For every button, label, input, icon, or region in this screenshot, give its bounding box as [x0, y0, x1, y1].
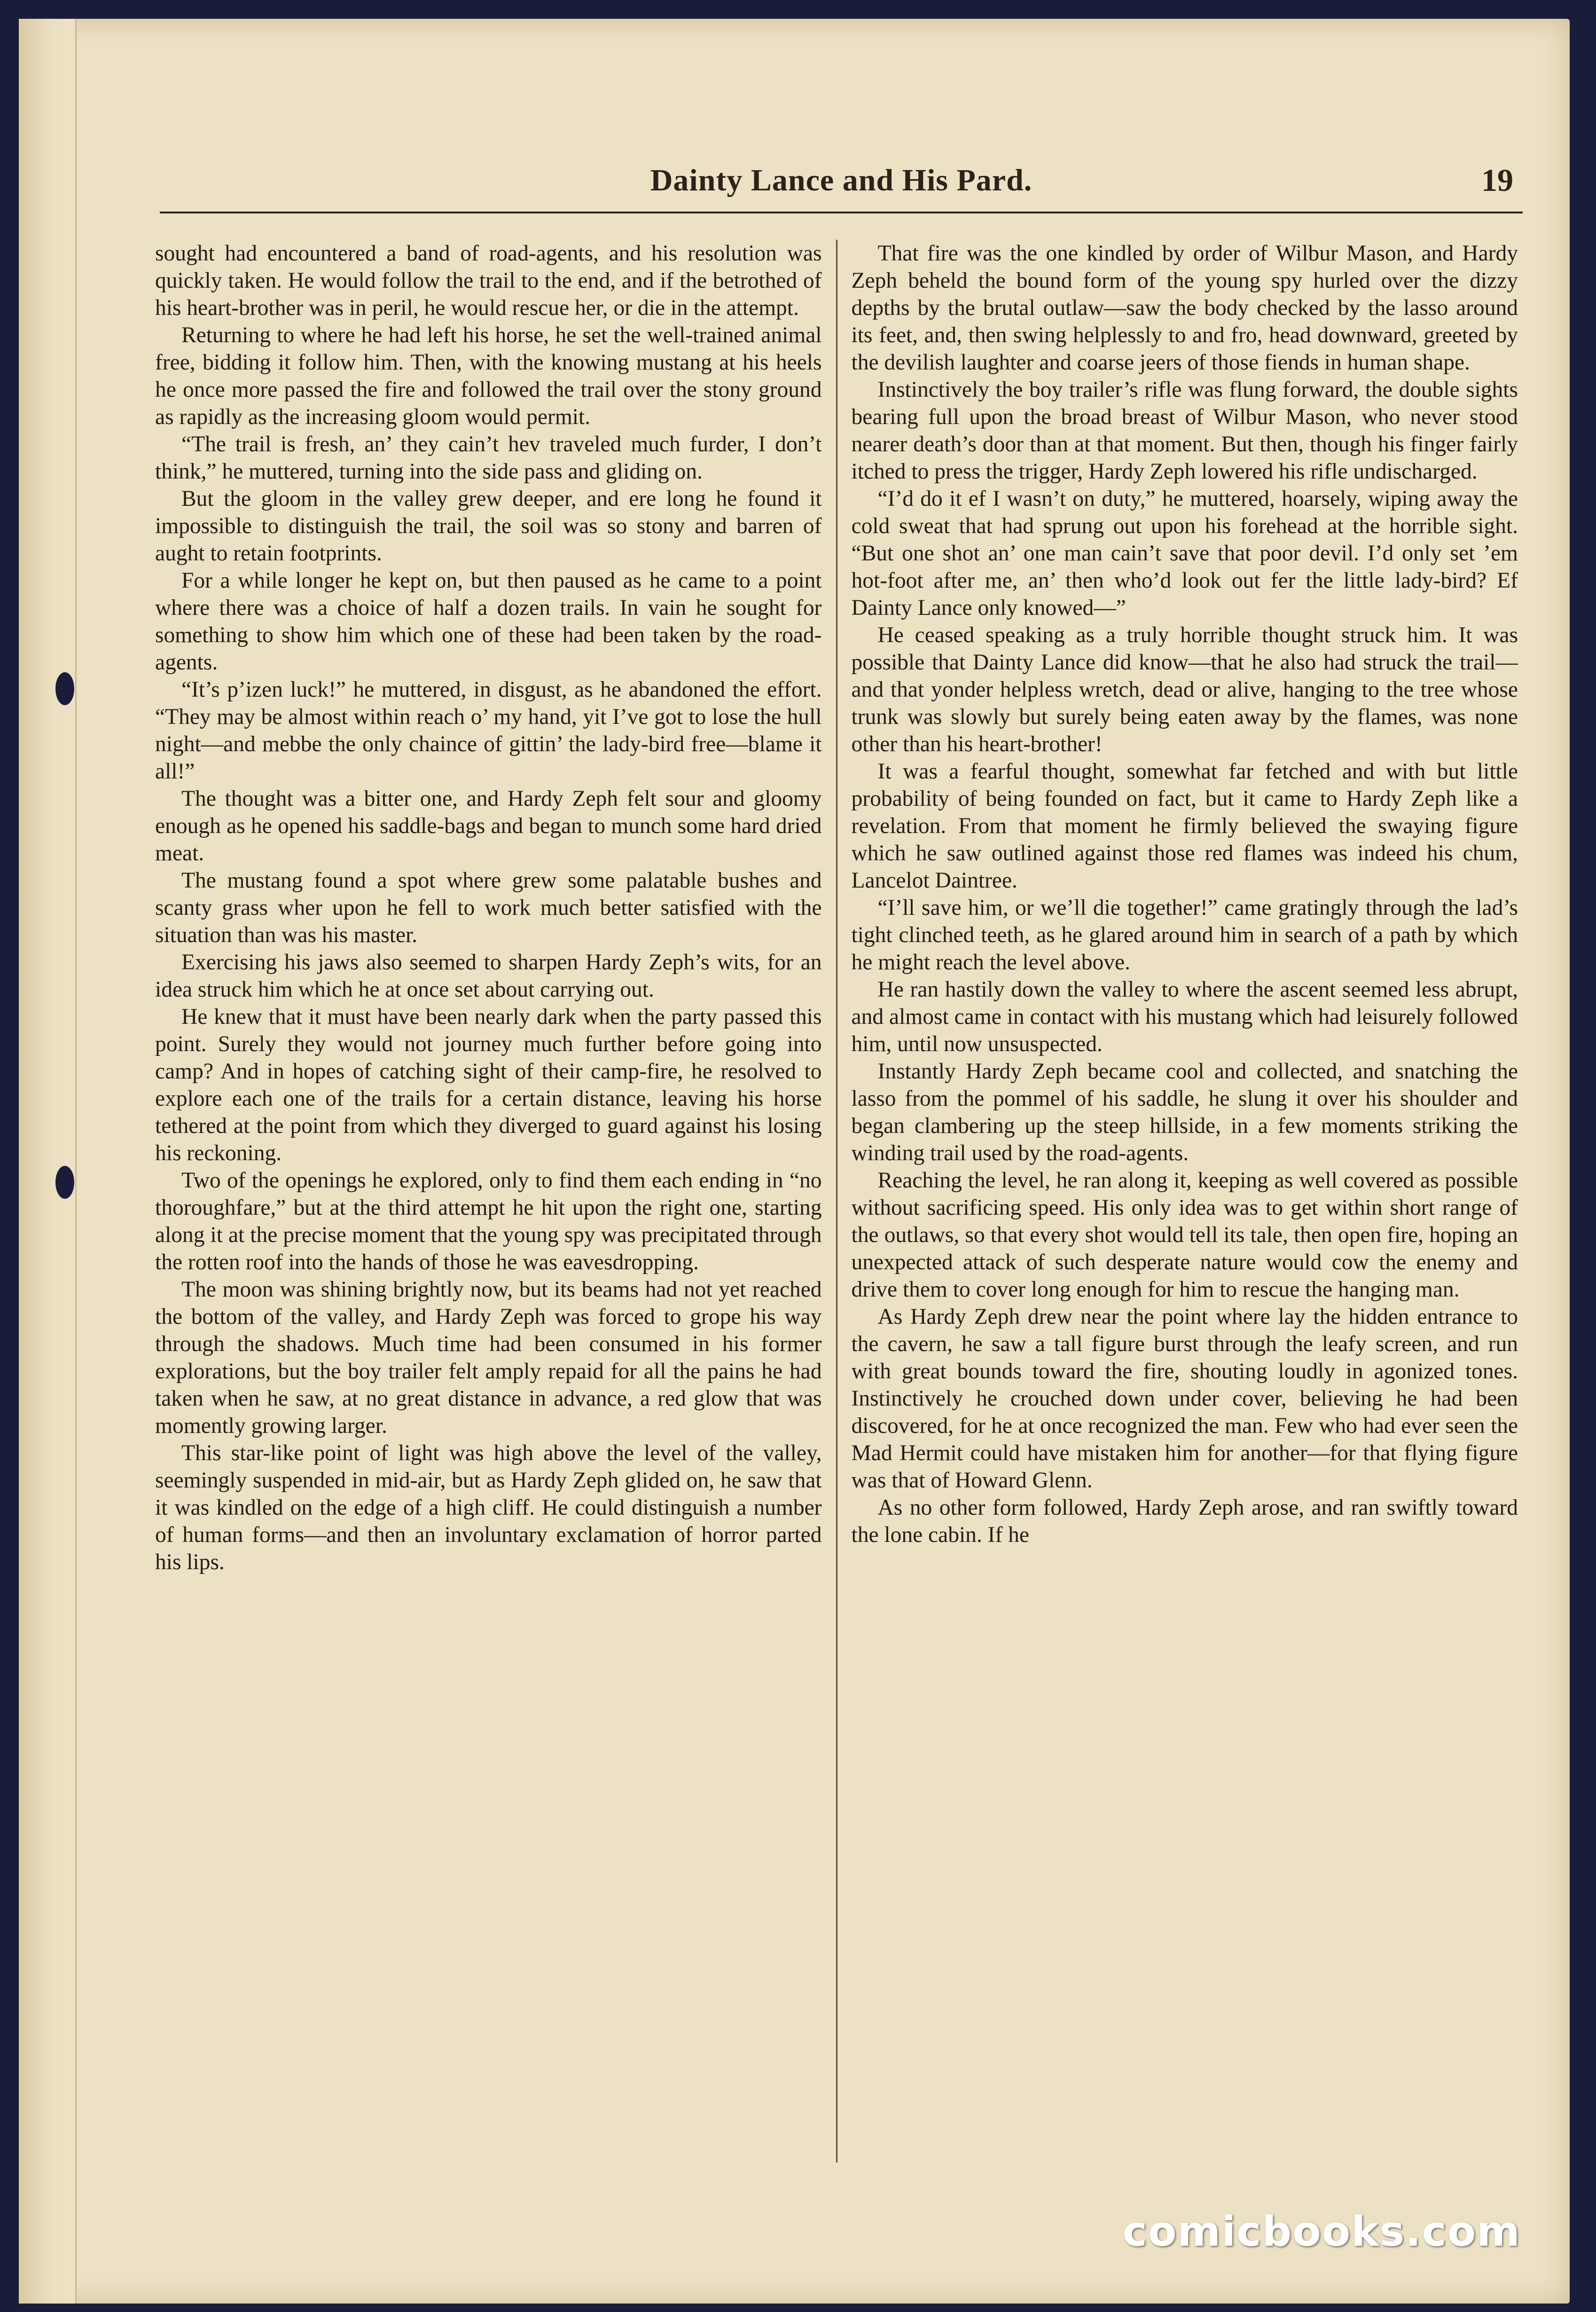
paragraph: Exercising his jaws also seemed to sharpen Hardy Zeph’s wits, for an idea struck him which he at once set about carrying out. — [155, 950, 822, 1002]
binding-hole — [55, 672, 74, 705]
paragraph: He knew that it must have been nearly dark when the party passed this point. Surely they would not journey much further before going into camp? And in hopes of catching sight of their camp-fire, he resolved to explore each one of the trails for a certain distance, leaving his horse tethered at the point from which they diverged to guard against his losing his reckoning. — [155, 1005, 822, 1165]
page-number: 19 — [1481, 162, 1513, 198]
paragraph: He ceased speaking as a truly horrible thought struck him. It was possible that Dainty Lance did know—that he also had struck the trail—and that yonder helpless wretch, dead or alive, hanging to the tree whose trunk was slowly but surely being eaten away by the flames, was none other than his heart-brother! — [851, 623, 1518, 756]
paragraph: “I’ll save him, or we’ll die together!” came gratingly through the lad’s tight clinched teeth, as he glared around him in search of a path by which he might reach the level above. — [851, 896, 1518, 975]
paragraph: “It’s p’izen luck!” he muttered, in disgust, as he abandoned the effort. “They may be almost within reach o’ my hand, yit I’ve got to lose the hull night—and mebbe the only chaince of gittin’ the lady-bird free—blame it all!” — [155, 677, 822, 784]
paragraph: As no other form followed, Hardy Zeph arose, and ran swiftly toward the lone cabin. If he — [851, 1495, 1518, 1547]
paragraph: The moon was shining brightly now, but its beams had not yet reached the bottom of the valley, and Hardy Zeph was forced to grope his way through the shadows. Much time had been consumed in his former explorations, but the boy trailer felt amply repaid for all the pains he had taken when he saw, at no great distance in advance, a red glow that was momently growing larger. — [155, 1277, 822, 1438]
paragraph: As Hardy Zeph drew near the point where lay the hidden entrance to the cavern, he saw a tall figure burst through the leafy screen, and run with great bounds toward the fire, shouting loudly in agonized tones. Instinctively he crouched down under cover, believing he had been discovered, for he at once recognized the man. Few who had ever seen the Mad Hermit could have mistaken him for another—for that flying figure was that of Howard Glenn. — [851, 1305, 1518, 1493]
right-column — [852, 240, 1518, 2163]
paragraph: This star-like point of light was high above the level of the valley, seemingly suspended in mid-air, but as Hardy Zeph glided on, he saw that it was kindled on the edge of a high cliff. He could distinguish a number of human forms—and then an involuntary exclamation of horror parted his lips. — [155, 1441, 822, 1574]
paragraph: The mustang found a spot where grew some palatable bushes and scanty grass wher upon he fell to work much better satisfied with the situation than was his master. — [155, 868, 822, 947]
paragraph: “I’d do it ef I wasn’t on duty,” he muttered, hoarsely, wiping away the cold sweat that had sprung out upon his forehead at the horrible sight. “But one shot an’ one man cain’t save that poor devil. I’d only set ’em hot-foot after me, an’ then who’d look out fer the little lady-bird? Ef Dainty Lance only knowed—” — [851, 487, 1518, 620]
paragraph: It was a fearful thought, somewhat far fetched and with but little probability of being founded on fact, but it came to Hardy Zeph like a revelation. From that moment he firmly believed the swaying figure which he saw outlined against those red flames was indeed his chum, Lancelot Daintree. — [851, 759, 1518, 893]
paragraph: Returning to where he had left his horse, he set the well-trained animal free, bidding it follow him. Then, with the knowing mustang at his heels he once more passed the fire and followed the trail over the stony ground as rapidly as the increasing gloom would permit. — [155, 323, 822, 429]
paragraph: Instantly Hardy Zeph became cool and collected, and snatching the lasso from the pommel of his saddle, he slung it over his shoulder and began clambering up the steep hillside, in a few moments striking the winding trail used by the road-agents. — [851, 1059, 1518, 1165]
paragraph: Instinctively the boy trailer’s rifle was flung forward, the double sights bearing full upon the broad breast of Wilbur Mason, who never stood nearer death’s door than at that moment. But then, though his finger fairly itched to press the trigger, Hardy Zeph lowered his rifle undischarged. — [851, 377, 1518, 484]
column-divider — [836, 240, 837, 2163]
book-page — [19, 19, 1570, 2304]
paragraph: He ran hastily down the valley to where the ascent seemed less abrupt, and almost came in contact with his mustang which had leisurely followed him, until now unsuspected. — [851, 977, 1518, 1056]
paragraph: Two of the openings he explored, only to find them each ending in “no thoroughfare,” but at the third attempt he hit upon the right one, starting along it at the precise moment that the young spy was precipitated through the rotten roof into the hands of those he was eavesdropping. — [155, 1168, 822, 1274]
paragraph: That fire was the one kindled by order of Wilbur Mason, and Hardy Zeph beheld the bound form of the young spy hurled over the dizzy depths by the brutal outlaw—saw the body checked by the lasso around its feet, and, then swing helplessly to and fro, head downward, greeted by the devilish laughter and coarse jeers of those fiends in human shape. — [851, 241, 1518, 375]
watermark: comicbooks.com — [1122, 2207, 1521, 2256]
paragraph: “The trail is fresh, an’ they cain’t hev traveled much furder, I don’t think,” he muttered, turning into the side pass and gliding on. — [155, 432, 822, 484]
running-title: Dainty Lance and His Pard. — [650, 163, 1033, 197]
paragraph: For a while longer he kept on, but then paused as he came to a point where there was a choice of half a dozen trails. In vain he sought for something to show him which one of these had been taken by the road-agents. — [155, 568, 822, 675]
text-columns — [155, 240, 1518, 2163]
page-binding — [19, 19, 77, 2304]
paragraph: sought had encountered a band of road-agents, and his resolution was quickly taken. He would follow the trail to the end, and if the betrothed of his heart-brother was in peril, he would rescue her, or die in the attempt. — [155, 241, 822, 320]
paragraph: The thought was a bitter one, and Hardy Zeph felt sour and gloomy enough as he opened his saddle-bags and began to munch some hard dried meat. — [155, 786, 822, 865]
paragraph: Reaching the level, he ran along it, keeping as well covered as possible without sacrificing speed. His only idea was to get within short range of the outlaws, so that every shot would tell its tale, then open fire, hoping an unexpected attack of such desperate nature would cow the enemy and drive them to cover long enough for him to rescue the hanging man. — [851, 1168, 1518, 1302]
binding-hole — [55, 1166, 74, 1199]
paragraph: But the gloom in the valley grew deeper, and ere long he found it impossible to distinguish the trail, the soil was so stony and barren of aught to retain footprints. — [155, 487, 822, 566]
left-column — [155, 240, 822, 2163]
page-header — [160, 160, 1523, 213]
